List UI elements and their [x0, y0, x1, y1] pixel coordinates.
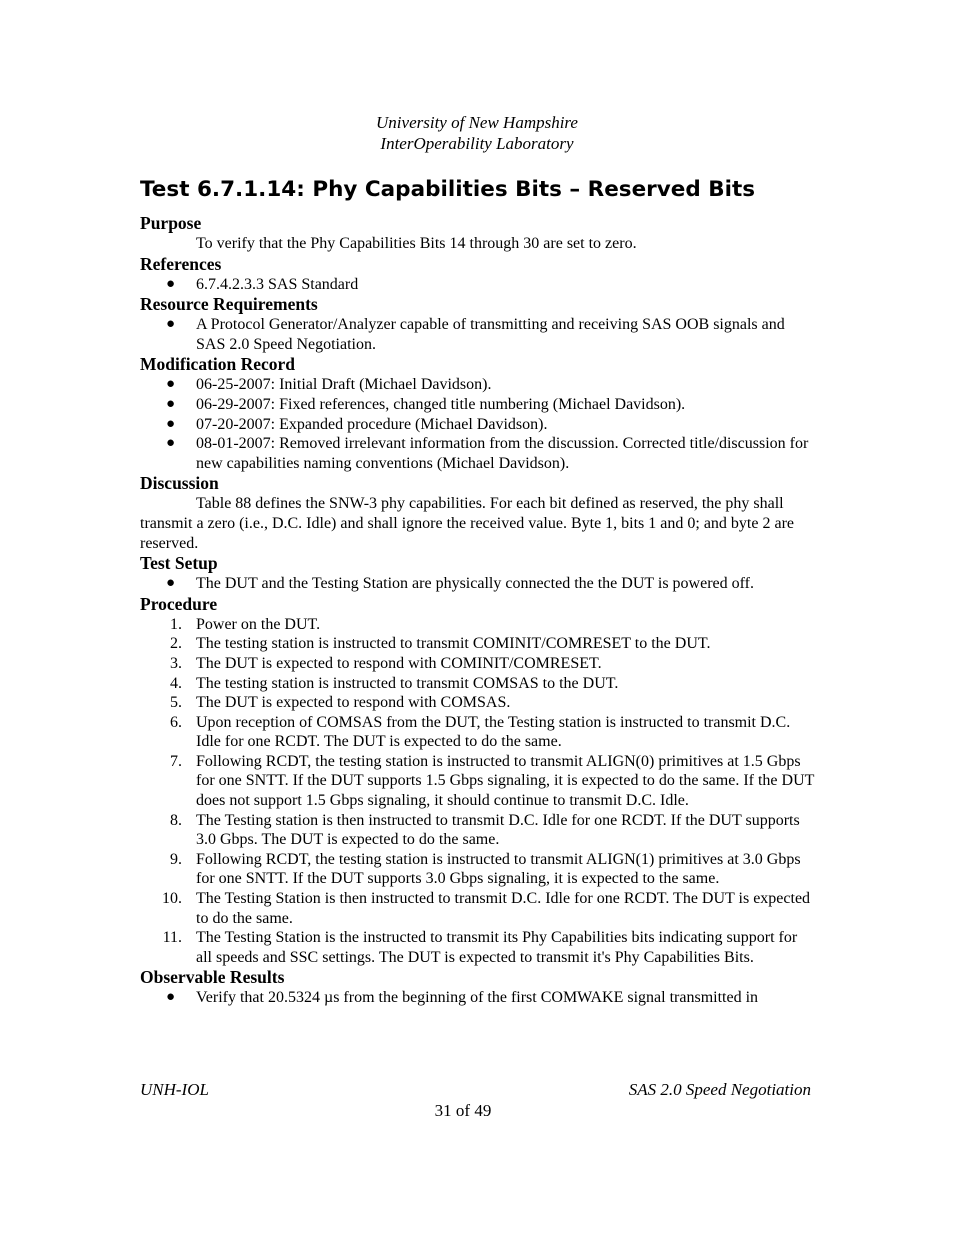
- procedure-step: [140, 654, 816, 674]
- step-number: 2.: [170, 635, 182, 653]
- step-number: 10.: [162, 890, 182, 908]
- bullet-icon: ●: [166, 275, 176, 292]
- bullet-icon: ●: [166, 376, 176, 393]
- discussion-heading: Discussion: [140, 473, 219, 494]
- test-title: Test 6.7.1.14: Phy Capabilities Bits – Reserved Bits: [140, 177, 756, 202]
- page-number: 31 of 49: [434, 1101, 492, 1120]
- procedure-list: [140, 615, 816, 968]
- list-item: ● 06-29-2007: Fixed references, changed title numbering (Michael Davidson).: [166, 395, 686, 413]
- footer-organization: UNH-IOL: [140, 1080, 209, 1099]
- procedure-step: [140, 615, 816, 635]
- step-text: The Testing Station is then instructed to transmit D.C. Idle for one RCDT. The DUT is expected to do the same.: [196, 890, 811, 927]
- bullet-icon: ●: [166, 575, 176, 592]
- step-text: The Testing Station is the instructed to transmit its Phy Capabilities bits indicating support for all speeds and SSC settings. The DUT is expected to transmit it's Phy Capabilities Bits.: [196, 929, 798, 966]
- procedure-step: [140, 693, 816, 713]
- step-text: The Testing station is then instructed to transmit D.C. Idle for one RCDT. If the DUT supports 3.0 Gbps. The DUT is expected to do the same.: [196, 811, 800, 849]
- procedure-step: [140, 713, 816, 752]
- step-text: Power on the DUT.: [196, 615, 321, 633]
- bullet-icon: ●: [166, 989, 176, 1006]
- discussion-text: Table 88 defines the SNW-3 phy capabilities. For each bit defined as reserved, the phy shall transmit a zero (i.e., D.C. Idle) and shall ignore the received value. Byte 1, bits 1 and 0; and byte 2 are reserved.: [140, 495, 795, 552]
- step-text: Upon reception of COMSAS from the DUT, the Testing station is instructed to transmit D.C. Idle for one RCDT. The DUT is expected to do the same.: [196, 713, 791, 751]
- procedure-step: [140, 889, 816, 928]
- test-setup-heading: Test Setup: [140, 553, 218, 574]
- bullet-icon: ●: [166, 435, 176, 452]
- procedure-step: [140, 674, 816, 694]
- procedure-step: [140, 850, 816, 889]
- procedure-step: [140, 634, 816, 654]
- footer-document-title: SAS 2.0 Speed Negotiation: [628, 1080, 811, 1099]
- step-number: 4.: [170, 674, 182, 692]
- page-header: [0, 112, 954, 154]
- document-body: [140, 213, 816, 1008]
- step-number: 9.: [170, 850, 182, 868]
- modification-list: [140, 375, 816, 473]
- observable-list: [140, 988, 816, 1008]
- step-text: Following RCDT, the testing station is instructed to transmit ALIGN(1) primitives at 3.0 Gbps for one SNTT. If the DUT supports 3.0 Gbps signaling, it is expected to the same.: [196, 850, 801, 888]
- observable-heading: Observable Results: [140, 967, 285, 988]
- list-item: ● A Protocol Generator/Analyzer capable of transmitting and receiving SAS OOB signals and SAS 2.0 Speed Negotiation.: [166, 316, 785, 353]
- procedure-step: [140, 928, 816, 967]
- procedure-heading: Procedure: [140, 593, 218, 614]
- list-item: ● 06-25-2007: Initial Draft (Michael Davidson).: [166, 376, 492, 394]
- procedure-step: [140, 811, 816, 850]
- bullet-icon: ●: [166, 415, 176, 432]
- header-university: University of New Hampshire: [376, 113, 578, 132]
- list-item: ● The DUT and the Testing Station are physically connected the the DUT is powered off.: [166, 575, 754, 593]
- step-text: The DUT is expected to respond with COMSAS.: [196, 694, 511, 712]
- step-number: 5.: [170, 694, 182, 712]
- list-item: ● 6.7.4.2.3.3 SAS Standard: [166, 275, 359, 293]
- step-number: 1.: [170, 615, 182, 633]
- references-heading: References: [140, 253, 222, 274]
- step-text: The DUT is expected to respond with COMINIT/COMRESET.: [196, 654, 602, 672]
- resources-heading: Resource Requirements: [140, 294, 318, 315]
- procedure-step: [140, 752, 816, 811]
- step-number: 8.: [170, 811, 182, 829]
- list-item: ● 07-20-2007: Expanded procedure (Michael Davidson).: [166, 415, 548, 433]
- bullet-icon: ●: [166, 395, 176, 412]
- purpose-heading: Purpose: [140, 213, 202, 233]
- test-setup-list: [140, 574, 816, 594]
- step-number: 6.: [170, 713, 182, 731]
- step-text: Following RCDT, the testing station is instructed to transmit ALIGN(0) primitives at 1.5 Gbps for one SNTT. If the DUT supports 1.5 Gbps signaling, it is expected to do the same. If the DUT does not support 1.5 Gbps signaling, it should continue to transmit D.C. Idle.: [196, 752, 815, 810]
- list-item: ● 08-01-2007: Removed irrelevant information from the discussion. Corrected title/discussion for new capabilities naming conventions (Michael Davidson).: [166, 435, 809, 472]
- references-list: [140, 275, 816, 295]
- step-number: 3.: [170, 654, 182, 672]
- resources-list: [140, 315, 816, 354]
- header-lab: InterOperability Laboratory: [380, 134, 574, 153]
- list-item: ● Verify that 20.5324 µs from the beginning of the first COMWAKE signal transmitted in: [166, 989, 759, 1007]
- bullet-icon: ●: [166, 316, 176, 333]
- step-text: The testing station is instructed to transmit COMINIT/COMRESET to the DUT.: [196, 635, 711, 653]
- step-number: 11.: [162, 929, 182, 947]
- step-text: The testing station is instructed to transmit COMSAS to the DUT.: [196, 674, 619, 692]
- purpose-text: To verify that the Phy Capabilities Bits 14 through 30 are set to zero.: [196, 235, 637, 252]
- modification-heading: Modification Record: [140, 354, 296, 375]
- step-number: 7.: [170, 752, 182, 770]
